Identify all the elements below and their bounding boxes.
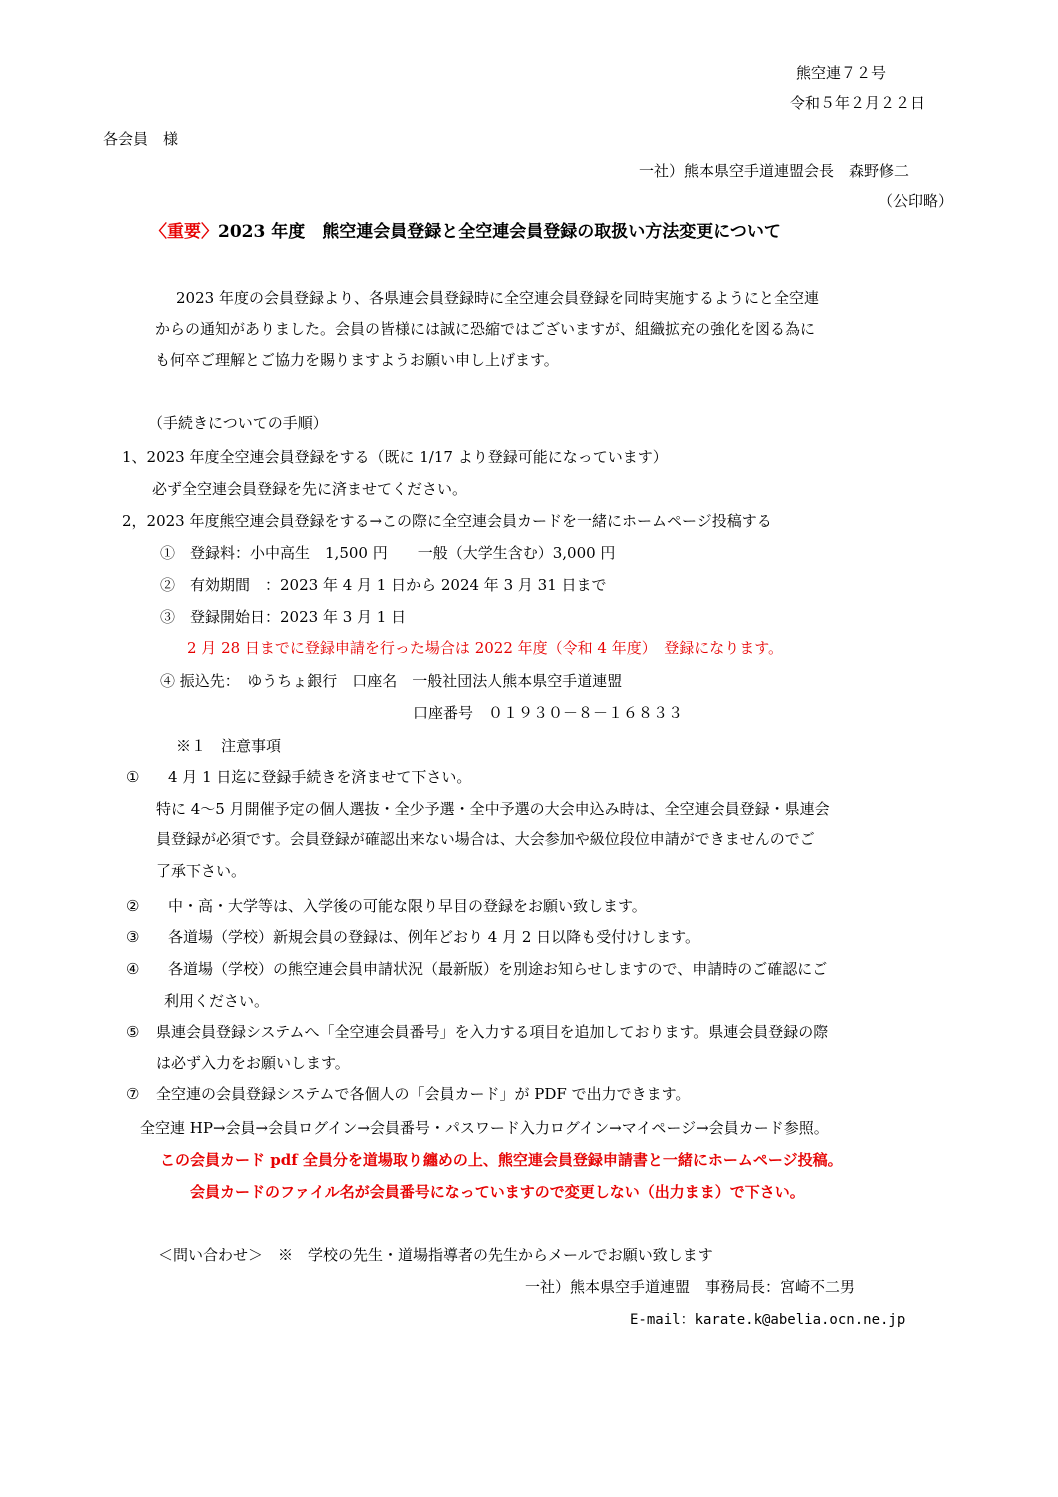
note-1-number: ① — [126, 768, 140, 786]
member-card-path: 全空連 HP→会員→会員ログイン→会員番号・パスワード入力ログイン→マイページ→会員カード参照。 — [140, 1119, 829, 1137]
note-1-line-3: 員登録が必須です。会員登録が確認出来ない場合は、大会参加や級位段位申請ができませんのでご — [156, 830, 815, 848]
contact-organization: 一社）熊本県空手道連盟 事務局長：宮崎不二男 — [525, 1278, 856, 1296]
registration-start-warning: 2 月 28 日までに登録申請を行った場合は 2022 年度（令和 4 年度） 登録になります。 — [187, 639, 784, 657]
note-5-number: ⑤ — [126, 1023, 140, 1041]
note-1-line-4: 了承下さい。 — [156, 862, 247, 880]
member-card-instruction: この会員カード pdf 全員分を道場取り纏めの上、熊空連会員登録申請書と一緒にホームページ投稿。 — [160, 1151, 843, 1169]
note-4-line-2: 利用ください。 — [164, 992, 270, 1010]
intro-line-2: からの通知がありました。会員の皆様には誠に恐縮ではございますが、組織拡充の強化を図る為に — [155, 320, 816, 338]
note-4-number: ④ — [126, 960, 140, 978]
contact-heading: ＜問い合わせ＞ ※ 学校の先生・道場指導者の先生からメールでお願い致します — [158, 1246, 713, 1264]
procedure-step-1: 1、2023 年度全空連会員登録をする（既に 1/17 より登録可能になっています） — [122, 448, 668, 466]
contact-email: E-mail：karate.k@abelia.ocn.ne.jp — [630, 1312, 906, 1328]
note-2-text: 中・高・大学等は、入学後の可能な限り早目の登録をお願い致します。 — [168, 897, 647, 915]
page-title — [150, 222, 781, 242]
registration-fee: ① 登録料：小中高生 1,500 円 一般（大学生含む）3,000 円 — [160, 544, 616, 562]
note-1-line-2: 特に 4～5 月開催予定の個人選抜・全少予選・全中予選の大会申込み時は、全空連会員登録・県連会 — [156, 800, 830, 818]
title-main: 2023 年度 熊空連会員登録と全空連会員登録の取扱い方法変更について — [218, 222, 781, 242]
procedure-step-2: 2，2023 年度熊空連会員登録をする→この際に全空連会員カードを一緒にホームページ投稿する — [122, 512, 772, 530]
note-7-text: 全空連の会員登録システムで各個人の「会員カード」が PDF で出力できます。 — [156, 1085, 691, 1103]
note-2-number: ② — [126, 897, 140, 915]
note-3-text: 各道場（学校）新規会員の登録は、例年どおり 4 月 2 日以降も受付けします。 — [168, 928, 700, 946]
validity-period: ② 有効期間 ：2023 年 4 月 1 日から 2024 年 3 月 31 日まで — [160, 576, 607, 594]
seal-note: （公印略） — [878, 192, 954, 210]
note-7-number: ⑦ — [126, 1085, 140, 1103]
notes-heading: ※１ 注意事項 — [176, 737, 282, 755]
note-5-line-1: 県連会員登録システムへ「全空連会員番号」を入力する項目を追加しております。県連会員登録の際 — [156, 1023, 829, 1041]
note-4-line-1: 各道場（学校）の熊空連会員申請状況（最新版）を別途お知らせしますので、申請時のご確認にご — [168, 960, 828, 978]
title-prefix: 〈重要〉 — [150, 222, 218, 242]
procedure-heading: （手続きについての手順） — [148, 414, 328, 432]
document-date: 令和５年２月２２日 — [790, 94, 926, 112]
intro-line-1: 2023 年度の会員登録より、各県連会員登録時に全空連会員登録を同時実施するようにと全空連 — [176, 289, 819, 307]
sender: 一社）熊本県空手道連盟会長 森野修二 — [639, 162, 910, 180]
procedure-step-1-note: 必ず全空連会員登録を先に済ませてください。 — [152, 480, 468, 498]
registration-start: ③ 登録開始日：2023 年 3 月 1 日 — [160, 608, 407, 626]
note-1-line-1: 4 月 1 日迄に登録手続きを済ませて下さい。 — [168, 768, 472, 786]
member-card-filename-note: 会員カードのファイル名が会員番号になっていますので変更しない（出力まま）で下さい。 — [190, 1183, 805, 1201]
addressee: 各会員 様 — [103, 130, 179, 148]
bank-transfer: ④ 振込先： ゆうちょ銀行 口座名 一般社団法人熊本県空手道連盟 — [160, 672, 623, 690]
note-3-number: ③ — [126, 928, 140, 946]
note-5-line-2: は必ず入力をお願いします。 — [156, 1054, 350, 1072]
account-number: 口座番号 ０１９３０－８－１６８３３ — [413, 704, 684, 722]
document-number: 熊空連７２号 — [796, 64, 887, 82]
intro-line-3: も何卒ご理解とご協力を賜りますようお願い申し上げます。 — [155, 351, 559, 369]
